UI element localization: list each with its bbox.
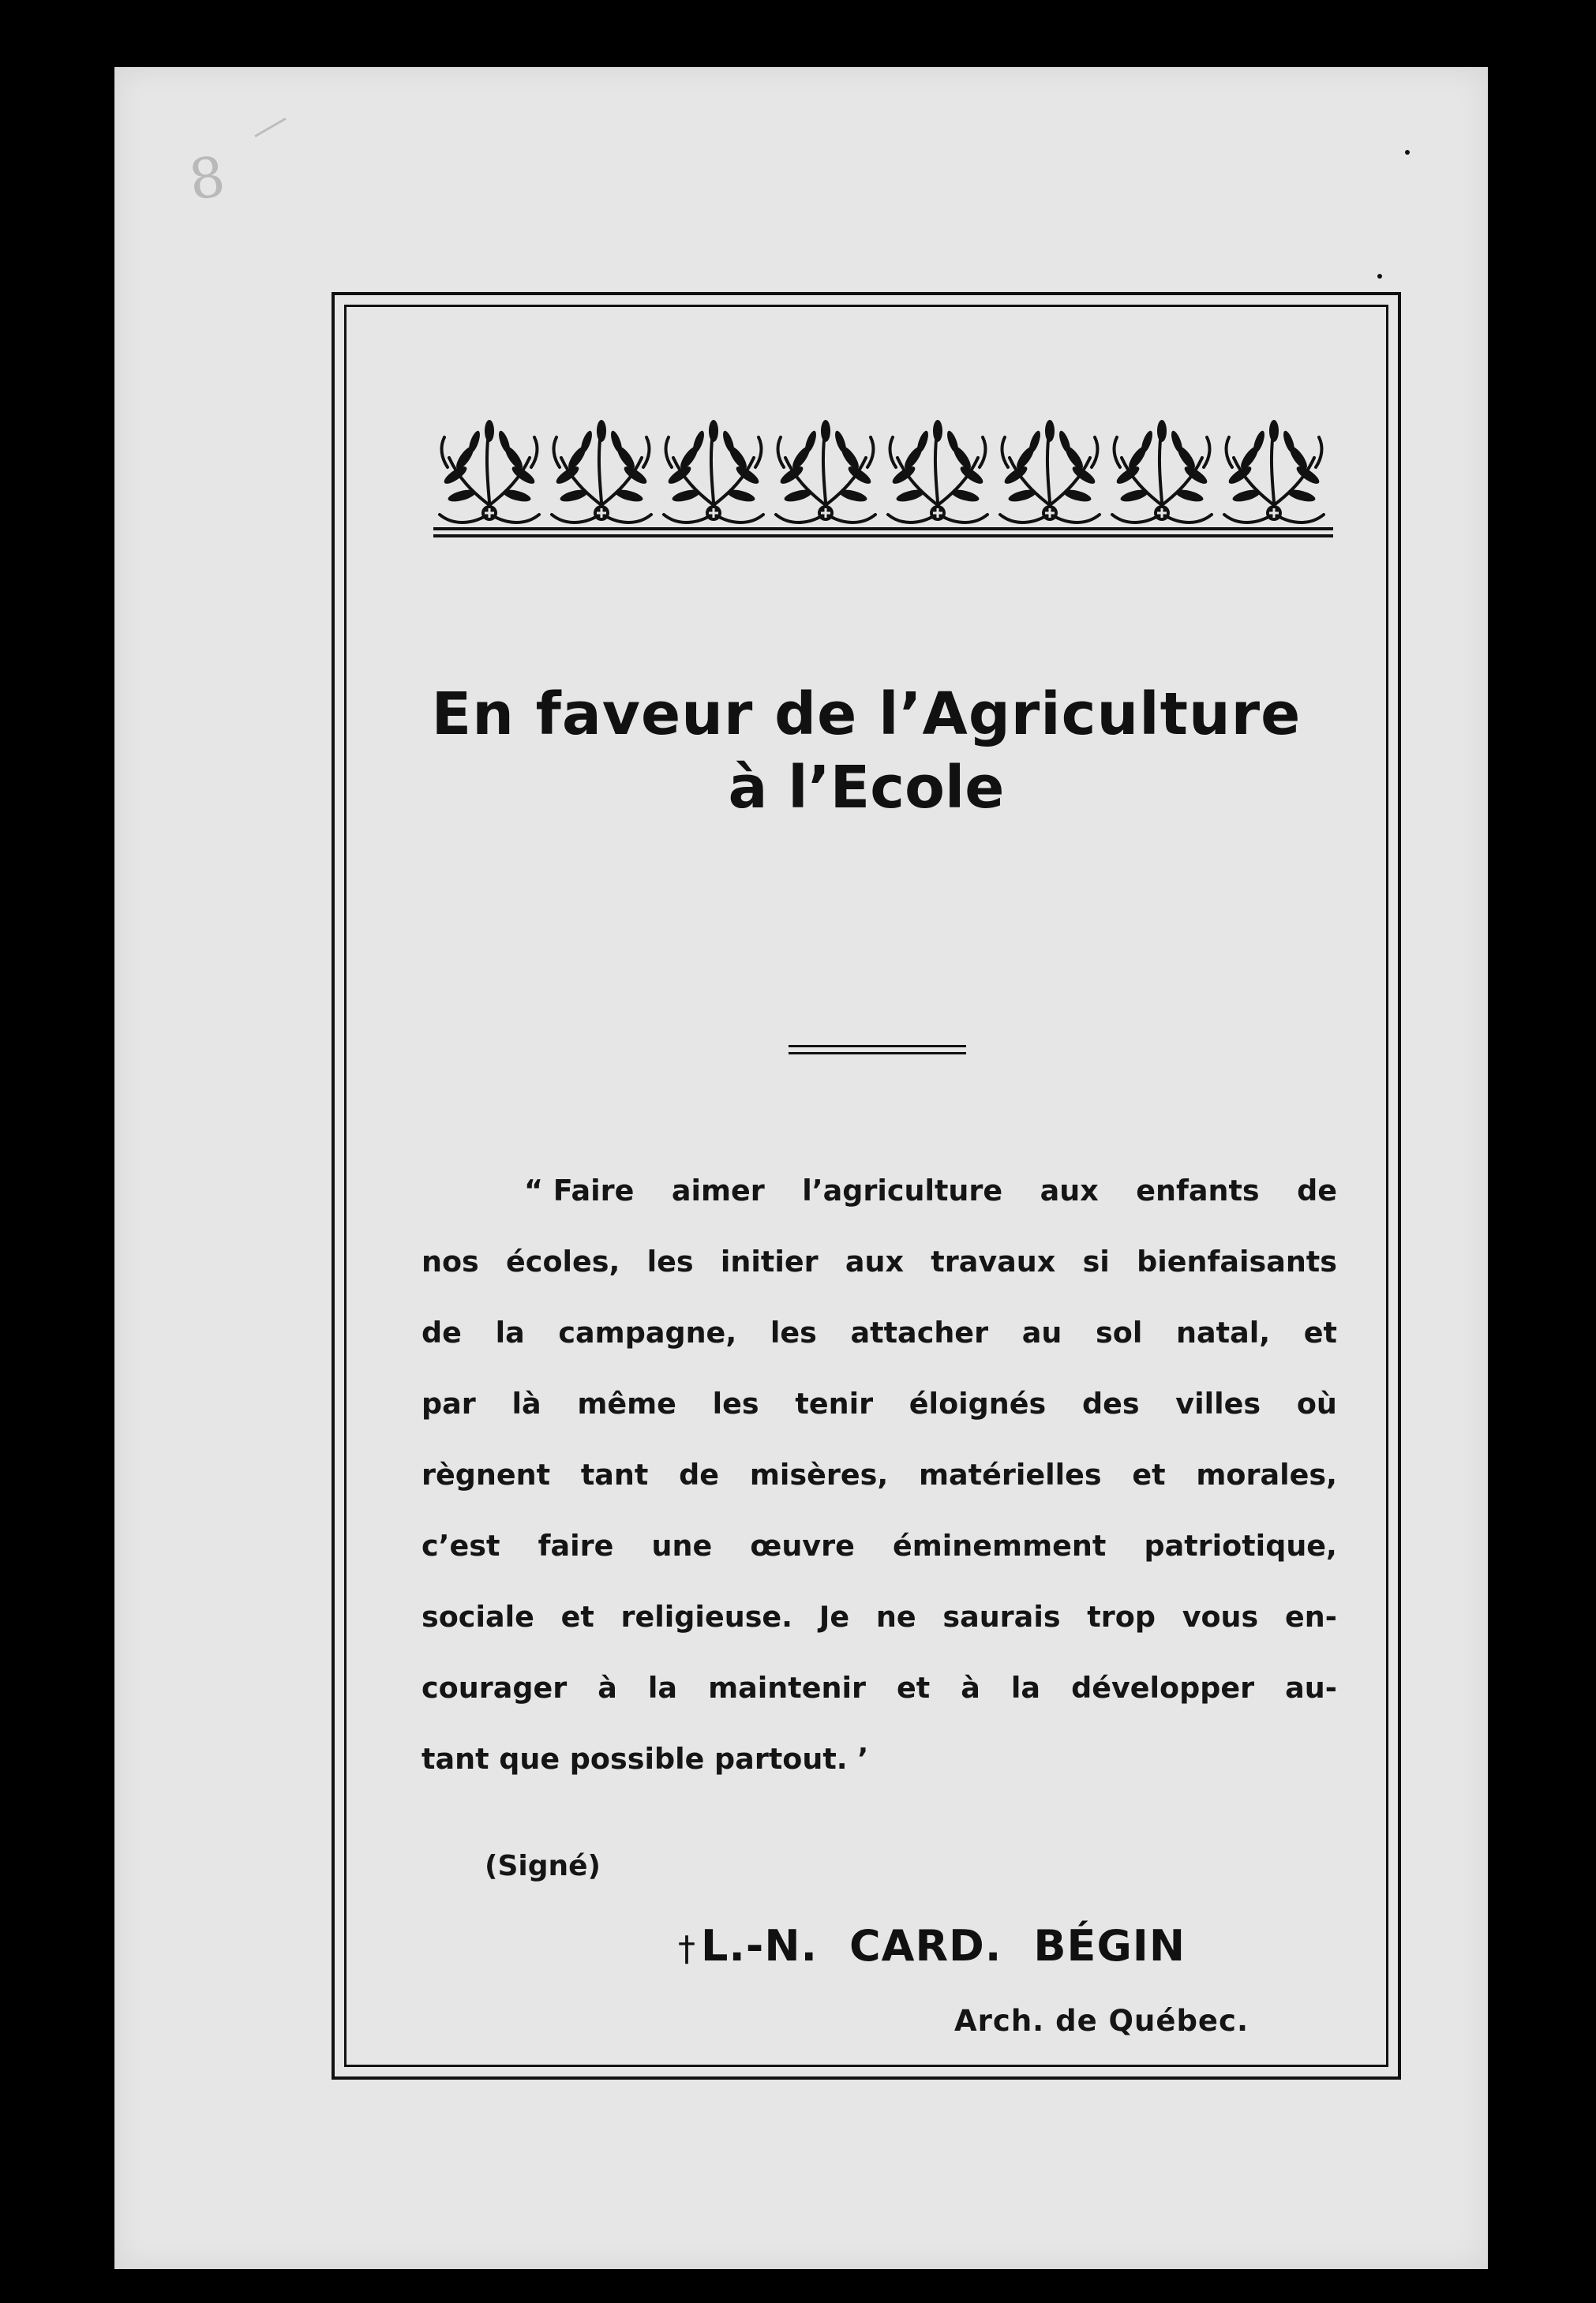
- quote-word: si: [1082, 1245, 1110, 1279]
- quote-word: et: [560, 1600, 594, 1634]
- title-line-1: En faveur de l’Agriculture: [431, 680, 1302, 748]
- quote-word: matérielles: [918, 1458, 1102, 1492]
- quote-word: développer: [1071, 1671, 1255, 1705]
- quote-word: morales,: [1196, 1458, 1337, 1492]
- dust-speck: [1405, 150, 1410, 155]
- quote-word: là: [511, 1387, 541, 1421]
- quote-word: “ Faire: [524, 1174, 635, 1208]
- quote-word: misères,: [749, 1458, 889, 1492]
- quote-word: bienfaisants: [1137, 1245, 1337, 1279]
- quote-word: la: [1010, 1671, 1041, 1705]
- quote-word: saurais: [942, 1600, 1061, 1634]
- page-title: [347, 678, 1386, 824]
- quote-word: campagne,: [558, 1316, 737, 1350]
- pencil-tick: [254, 118, 286, 137]
- quote-word: tenir: [795, 1387, 874, 1421]
- quote-word: enfants: [1136, 1174, 1260, 1208]
- decorative-border-inner: [344, 305, 1388, 2067]
- quote-word: de: [679, 1458, 720, 1492]
- quote-word: sociale: [421, 1600, 534, 1634]
- quote-word: une: [651, 1529, 713, 1563]
- quote-word: faire: [538, 1529, 614, 1563]
- quote-word: à: [598, 1671, 617, 1705]
- quote-word: c’est: [421, 1529, 500, 1563]
- quote-word: de: [421, 1316, 462, 1350]
- quote-word: maintenir: [708, 1671, 866, 1705]
- quote-line: [421, 1369, 1337, 1440]
- quote-word: où: [1296, 1387, 1337, 1421]
- quote-word: sol: [1096, 1316, 1143, 1350]
- signer-title: Arch. de Québec.: [954, 2004, 1249, 2038]
- quote-word: villes: [1175, 1387, 1261, 1421]
- quote-word: œuvre: [750, 1529, 855, 1563]
- quote-line: [421, 1155, 1337, 1226]
- quote-word: au-: [1285, 1671, 1337, 1705]
- dagger-cross: †: [678, 1929, 696, 1969]
- quote-line: [421, 1653, 1337, 1724]
- pencil-annotation: 8: [185, 144, 230, 213]
- quote-word: éminemment: [893, 1529, 1107, 1563]
- leaf-ornament-band: [433, 420, 1333, 538]
- quote-word: Je: [819, 1600, 850, 1634]
- quote-line: [421, 1511, 1337, 1582]
- quote-word: religieuse.: [620, 1600, 793, 1634]
- quote-word: tant que possible partout. ’: [421, 1742, 869, 1776]
- signature-name: [678, 1921, 1186, 1971]
- signer-rank: CARD.: [849, 1921, 1002, 1971]
- quote-word: vous: [1182, 1600, 1259, 1634]
- quote-word: trop: [1087, 1600, 1156, 1634]
- quote-word: au: [1021, 1316, 1062, 1350]
- quote-word: travaux: [931, 1245, 1056, 1279]
- quote-word: de: [1297, 1174, 1337, 1208]
- title-divider: [789, 1045, 966, 1058]
- quote-line: [421, 1440, 1337, 1511]
- quotation-paragraph: [421, 1155, 1337, 1795]
- quote-line: [421, 1226, 1337, 1298]
- title-line-2: à l’Ecole: [728, 753, 1005, 822]
- quote-word: éloignés: [909, 1387, 1047, 1421]
- quote-word: écoles,: [506, 1245, 620, 1279]
- quote-word: courager: [421, 1671, 568, 1705]
- quote-word: la: [647, 1671, 678, 1705]
- quote-word: natal,: [1176, 1316, 1271, 1350]
- quote-line: [421, 1724, 1337, 1795]
- signer-surname: BÉGIN: [1033, 1921, 1186, 1971]
- quote-word: par: [421, 1387, 476, 1421]
- quote-word: même: [577, 1387, 676, 1421]
- quote-word: la: [495, 1316, 525, 1350]
- quote-line: [421, 1582, 1337, 1653]
- quote-word: tant: [580, 1458, 649, 1492]
- quote-line: [421, 1298, 1337, 1369]
- quote-word: les: [712, 1387, 759, 1421]
- document-page: [114, 67, 1488, 2269]
- quote-word: initier: [720, 1245, 819, 1279]
- quote-word: aimer: [671, 1174, 765, 1208]
- quote-word: l’agriculture: [802, 1174, 1003, 1208]
- quote-word: et: [1132, 1458, 1166, 1492]
- quote-word: et: [1303, 1316, 1337, 1350]
- quote-word: ne: [875, 1600, 916, 1634]
- quote-word: aux: [1040, 1174, 1099, 1208]
- signer-initials: L.-N.: [701, 1921, 819, 1971]
- quote-word: à: [961, 1671, 980, 1705]
- signed-label: (Signé): [485, 1850, 601, 1882]
- quote-word: en-: [1285, 1600, 1337, 1634]
- quote-word: aux: [845, 1245, 905, 1279]
- quote-word: patriotique,: [1144, 1529, 1337, 1563]
- quote-word: nos: [421, 1245, 479, 1279]
- quote-word: et: [897, 1671, 931, 1705]
- quote-word: règnent: [421, 1458, 551, 1492]
- decorative-border: [332, 292, 1401, 2080]
- quote-word: les: [646, 1245, 694, 1279]
- quote-word: les: [770, 1316, 817, 1350]
- quote-word: attacher: [850, 1316, 989, 1350]
- dust-speck: [1377, 274, 1382, 279]
- quote-word: des: [1081, 1387, 1140, 1421]
